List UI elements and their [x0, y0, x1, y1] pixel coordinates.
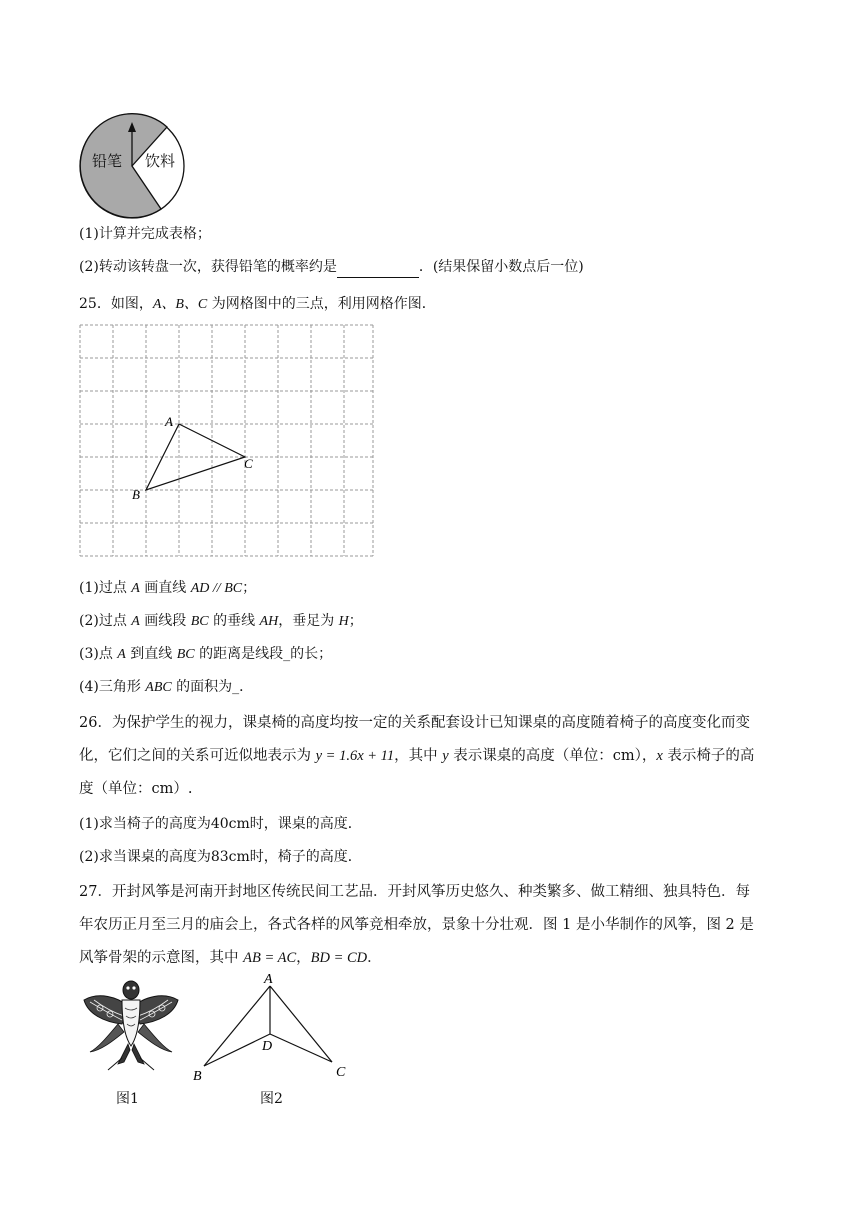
fig2-point-c-label: C — [336, 1065, 346, 1080]
q26-line3: 度（单位：cm）. — [79, 781, 193, 797]
q26-line1: 26．为保护学生的视力，课桌椅的高度均按一定的关系配套设计已知课桌的高度随着椅子的高度变化而变 — [79, 715, 750, 731]
q25-part2: (2)过点 A 画线段 BC 的垂线 AH，垂足为 H； — [79, 613, 363, 629]
fig2-point-a-label: A — [264, 972, 273, 987]
q26-line2: 化，它们之间的关系可近似地表示为 y = 1.6x + 11，其中 y 表示课桌的高度（单位：cm），x 表示椅子的高 — [79, 748, 755, 764]
kite-image — [78, 978, 184, 1078]
spinner-label-drink: 饮料 — [145, 152, 176, 170]
q26-part2: (2)求当课桌的高度为83cm时，椅子的高度． — [79, 849, 362, 865]
answer-blank[interactable] — [337, 257, 419, 278]
fig1-caption: 图1 — [116, 1091, 139, 1107]
q24-part1: (1)计算并完成表格； — [79, 226, 211, 242]
q27-line2: 年农历正月至三月的庙会上，各式各样的风筝竞相牵放，景象十分壮观．图 1 是小华制作的风筝，图 2 是 — [79, 917, 754, 933]
fig2-point-b-label: B — [193, 1069, 202, 1084]
q27-line3: 风筝骨架的示意图，其中 AB = AC，BD = CD． — [79, 950, 382, 966]
kite-frame-figure — [188, 970, 358, 1086]
q24-part2: (2)转动该转盘一次，获得铅笔的概率约是 ．(结果保留小数点后一位) — [79, 257, 584, 278]
q27-line1: 27．开封风筝是河南开封地区传统民间工艺品．开封风筝历史悠久、种类繁多、做工精细、独具特色．每 — [79, 884, 750, 900]
q25-part3: (3)点 A 到直线 BC 的距离是线段_的长； — [79, 646, 333, 662]
q25-stem: 25．如图，A、B、C 为网格图中的三点，利用网格作图． — [79, 296, 436, 312]
spinner-label-pencil: 铅笔 — [92, 152, 123, 170]
fig2-point-d-label: D — [262, 1039, 273, 1054]
point-a-label: A — [165, 414, 173, 429]
fig2-caption: 图2 — [260, 1091, 283, 1107]
q25-part4: (4)三角形 ABC 的面积为_． — [79, 679, 254, 695]
q25-part1: (1)过点 A 画直线 AD // BC； — [79, 580, 257, 596]
q25-grid-figure — [78, 323, 376, 559]
point-b-label: B — [132, 487, 140, 502]
point-c-label: C — [244, 456, 253, 471]
q26-part1: (1)求当椅子的高度为40cm时，课桌的高度． — [79, 816, 362, 832]
